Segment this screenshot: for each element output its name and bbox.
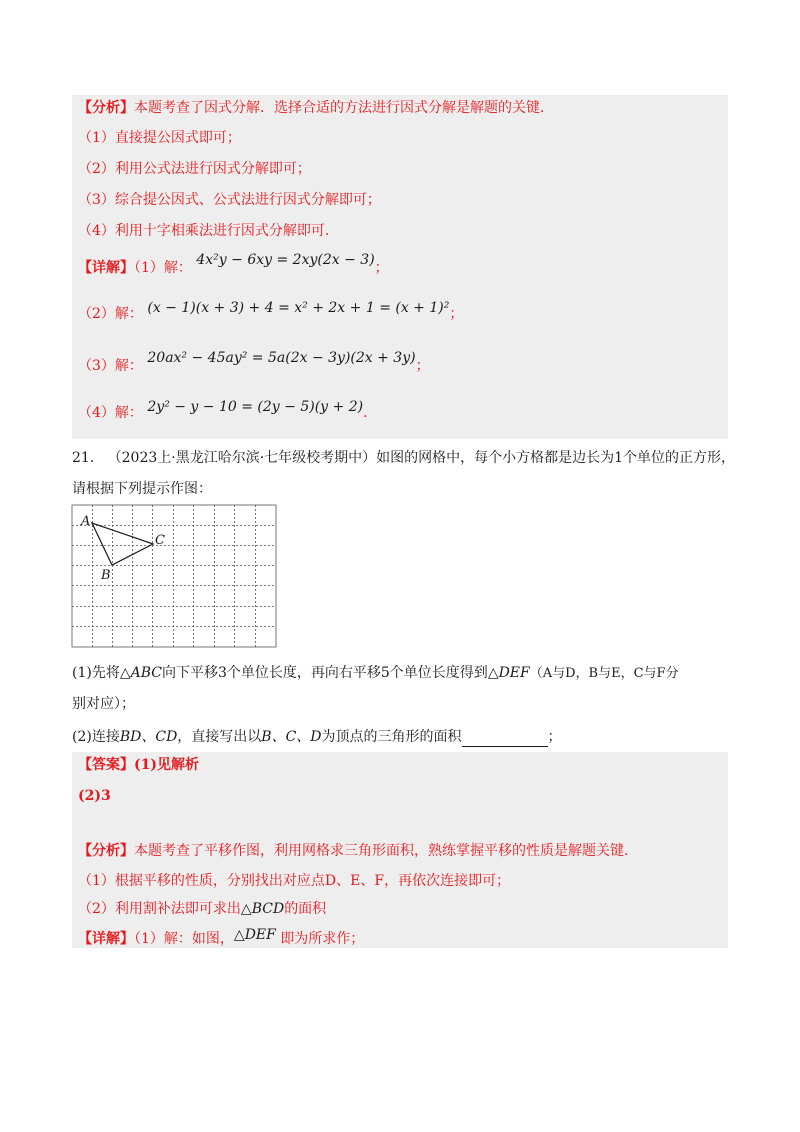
detail-step-1-label: （1）解： [134,260,192,276]
detail-step-1-end: ； [374,260,389,276]
detail-step-3-expr: 20ax² − 45ay² = 5a(2x − 3y)(2x + 3y) [147,350,416,366]
question-part-2 [72,727,562,747]
part1-triangle-def: △DEF [487,665,530,681]
detail2-triangle-def: △DEF [233,927,276,943]
analysis-item-2: （2）利用公式法进行因式分解即可； [78,161,311,177]
detail-step-4-expr: 2y² − y − 10 = (2y − 5)(y + 2) [147,399,364,415]
detail-step-2-label: （2）解： [78,306,143,322]
question-text-1: （2023上·黑龙江哈尔滨·七年级校考期中）如图的网格中，每个小方格都是边长为1个单位的正方形， [107,450,736,466]
question-line-1 [72,448,735,468]
part2-segments: BD、CD [119,729,178,745]
question-number: 21. [72,450,95,466]
part2-text-b: ，直接写出以 [177,729,262,745]
analysis2-line-1 [78,841,638,861]
detail-tag: 【详解】 [78,260,134,276]
detail2-text-a: （1）解：如图， [134,931,234,947]
question-line-2: 请根据下列提示作图： [72,481,212,497]
detail-step-1-expr: 4x²y − 6xy = 2xy(2x − 3) [196,252,375,268]
answer-text-2: (2)3 [78,788,111,804]
part1-text-c: （A与D，B与E，C与F分 [529,666,679,681]
label-c: C [155,533,165,548]
label-b: B [101,568,111,583]
grid-figure [71,504,277,648]
detail-step-4-label: （4）解： [78,405,143,421]
detail-step-4-end: ． [363,405,378,421]
part2-end: ； [547,729,562,745]
analysis2-triangle-bcd: △BCD [240,901,285,917]
analysis-intro: 本题考查了因式分解．选择合适的方法进行因式分解是解题的关键． [134,100,554,116]
part2-points: B、C、D [261,729,322,745]
analysis-item-3: （3）综合提公因式、公式法进行因式分解即可； [78,192,381,208]
analysis2-item-2-a: （2）利用割补法即可求出 [78,901,241,917]
analysis2-item-2-b: 的面积 [284,901,327,917]
answer-tag: 【答案】 [78,757,134,773]
detail-step-3 [78,350,430,376]
analysis-item-4: （4）利用十字相乘法进行因式分解即可． [78,223,339,239]
analysis-tag: 【分析】 [78,100,134,116]
label-a: A [81,514,91,529]
analysis2-item-2 [78,899,326,919]
part2-text-c: 为顶点的三角形的面积 [321,729,462,745]
analysis-line-1 [78,98,554,118]
detail2-line [78,929,364,949]
detail2-tag: 【详解】 [78,931,134,947]
part1-text-a: (1)先将 [72,665,120,681]
detail-step-3-end: ； [415,358,430,374]
part2-text-a: (2)连接 [72,729,120,745]
detail-step-2-end: ； [449,306,464,322]
analysis2-intro: 本题考查了平移作图，利用网格求三角形面积，熟练掌握平移的性质是解题关键． [134,843,638,859]
detail2-text-b: 即为所求作； [280,931,365,947]
answer-text-1: (1)见解析 [134,757,199,773]
part1-triangle-abc: △ABC [119,665,162,681]
triangle-abc [92,523,153,565]
detail-step-3-label: （3）解： [78,358,143,374]
part1-text-b: 向下平移3个单位长度，再向右平移5个单位长度得到 [161,665,488,681]
detail-step-2-expr: (x − 1)(x + 3) + 4 = x² + 2x + 1 = (x + 1)² [147,300,450,316]
detail-step-1 [78,252,389,278]
answer-line-1 [78,755,199,775]
analysis2-tag: 【分析】 [78,843,134,859]
analysis-item-1: （1）直接提公因式即可； [78,130,241,146]
detail-step-4 [78,399,378,423]
answer-blank[interactable] [462,732,548,747]
question-part-1-cont: 别对应）； [72,696,135,712]
detail-step-2 [78,300,464,324]
question-part-1 [72,663,679,684]
analysis2-item-1: （1）根据平移的性质，分别找出对应点D、E、F，再依次连接即可； [78,873,511,889]
